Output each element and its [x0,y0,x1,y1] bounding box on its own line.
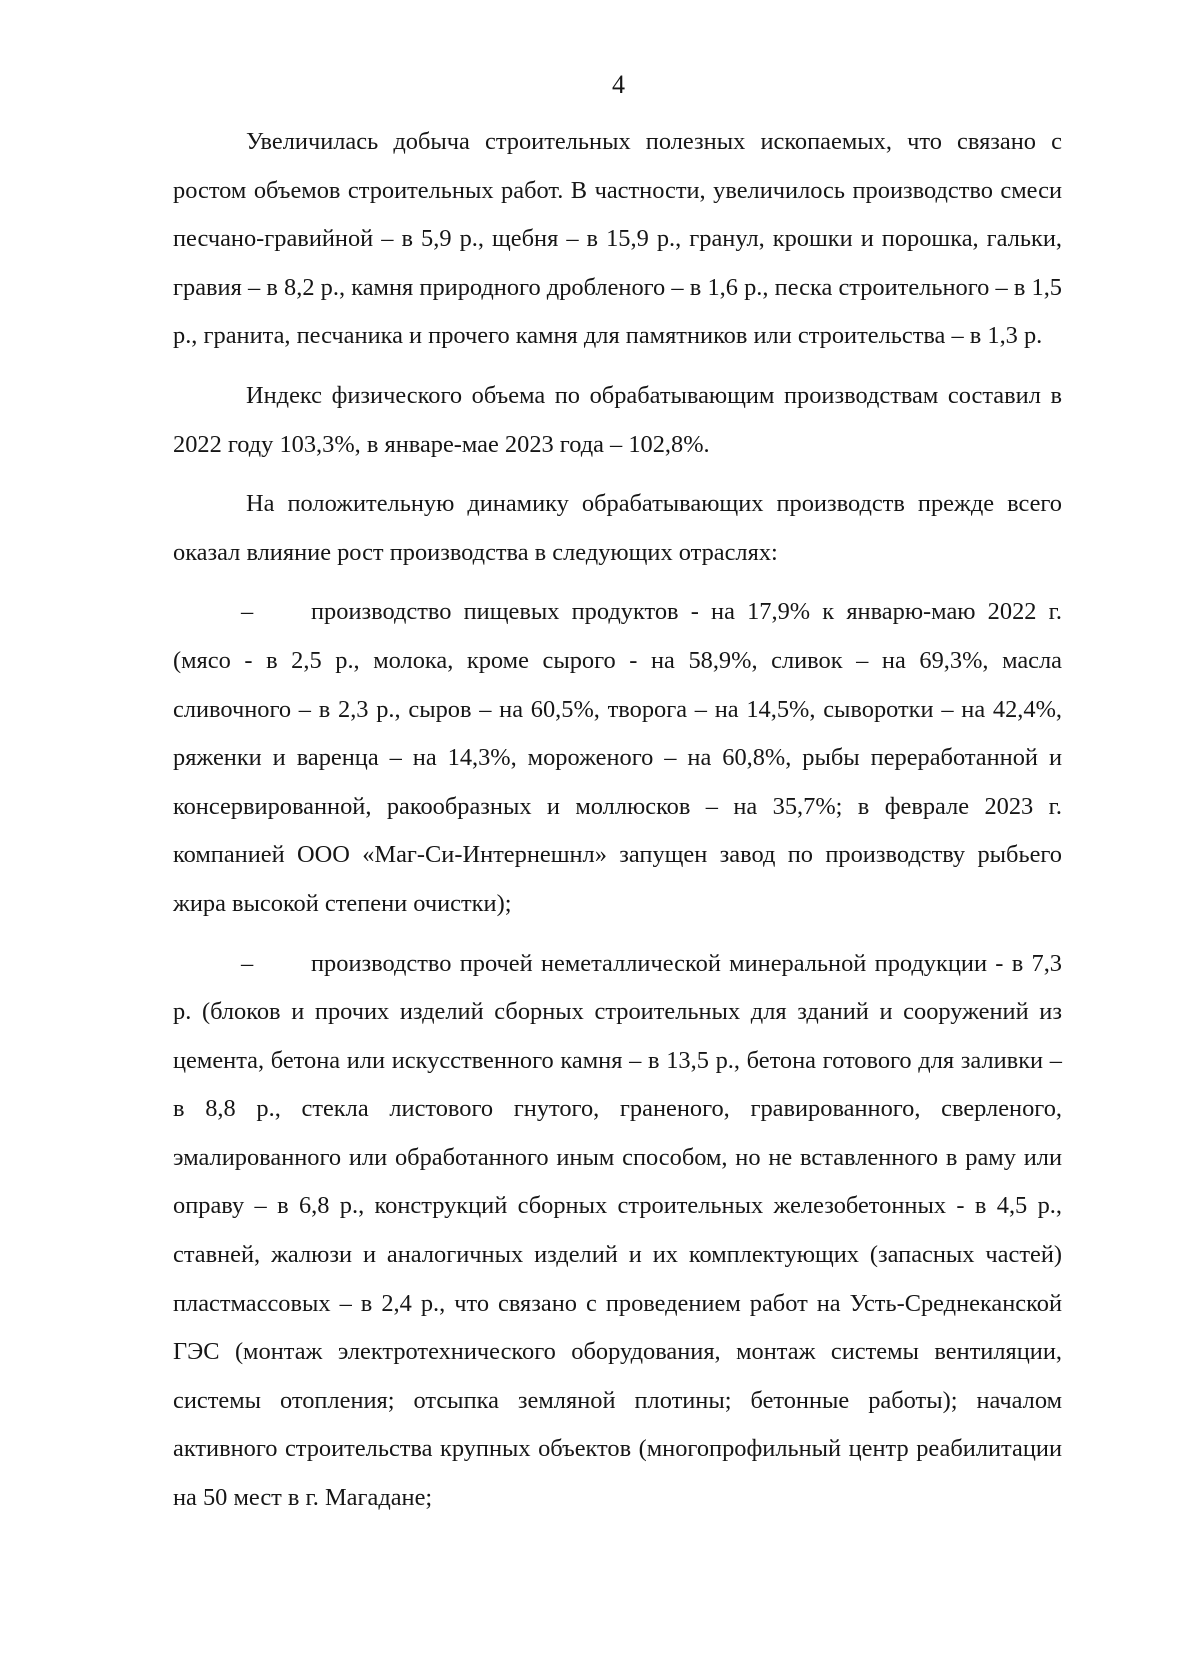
list-dash-marker: – [241,949,254,977]
document-body [173,118,1062,1534]
page-number: 4 [612,70,625,99]
paragraph-growth-intro: На положительную динамику обрабатывающих производств прежде всего оказал влияние рост производства в следующих отраслях: [173,490,1062,566]
list-item-text: производство прочей неметаллической минеральной продукции - в 7,3 р. (блоков и прочих изделий сборных строительных для зданий и сооружений из цемента, бетона или искусственного камня – в 13,5 р., бетона готового для заливки – в 8,8 р., стекла листового гнутого, граненого, гравированного, сверленого, эмалированного или обработанного иным способом, но не вставленного в раму или оправу – в 6,8 р., конструкций сборных строительных железобетонных - в 4,5 р., ставней, жалюзи и аналогичных изделий и их комплектующих (запасных частей) пластмассовых – в 2,4 р., что связано с проведением работ на Усть-Среднеканской ГЭС (монтаж электротехнического оборудования, монтаж системы вентиляции, системы отопления; отсыпка земляной плотины; бетонные работы); началом активного строительства крупных объектов (многопрофильный центр реабилитации на 50 мест в г. Магадане; [173,949,1062,1512]
paragraph-mining: Увеличилась добыча строительных полезных ископаемых, что связано с ростом объемов строительных работ. В частности, увеличилось производство смеси песчано-гравийной – в 5,9 р., щебня – в 15,9 р., гранул, крошки и порошка, гальки, гравия – в 8,2 р., камня природного дробленого – в 1,6 р., песка строительного – в 1,5 р., гранита, песчаника и прочего камня для памятников или строительства – в 1,3 р. [173,128,1062,350]
list-item-food-production [173,588,1062,928]
list-item-mineral-products [173,940,1062,1523]
paragraph-manufacturing-index: Индекс физического объема по обрабатывающим производствам составил в 2022 году 103,3%, в январе-мае 2023 года – 102,8%. [173,381,1062,458]
list-dash-marker: – [241,598,254,626]
list-item-text: производство пищевых продуктов - на 17,9% к январю-маю 2022 г. (мясо - в 2,5 р., молока, кроме сырого - на 58,9%, сливок – на 69,3%, масла сливочного – в 2,3 р., сыров – на 60,5%, творога – на 14,5%, сыворотки – на 42,4%, ряженки и варенца – на 14,3%, мороженого – на 60,8%, рыбы переработанной и консервированной, ракообразных и моллюсков – на 35,7%; в феврале 2023 г. компанией ООО «Маг-Си-Интернешнл» запущен завод по производству рыбьего жира высокой степени очистки); [173,598,1062,917]
